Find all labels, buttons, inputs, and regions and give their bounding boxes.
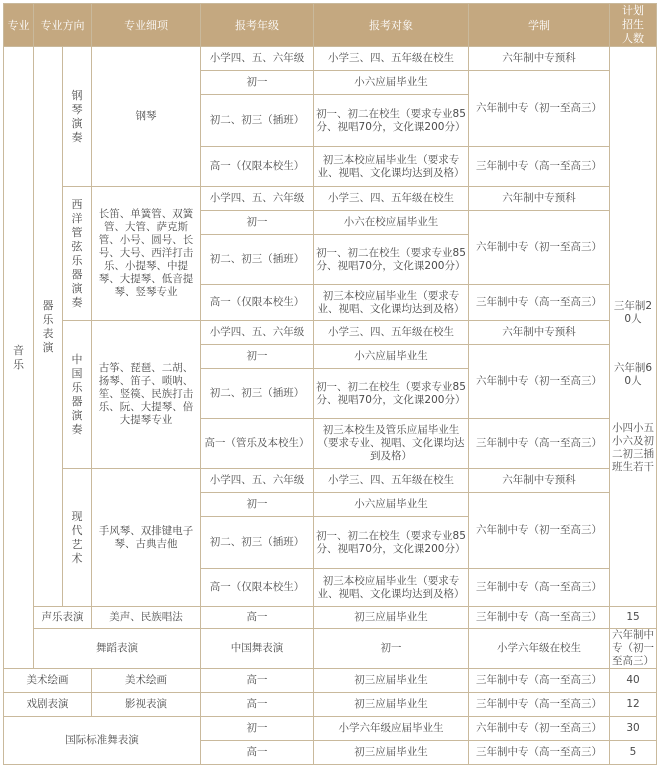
target-cell: 初三应届毕业生 <box>314 741 469 765</box>
sub-direction-cell: 西洋管弦乐器演奏 <box>63 187 92 321</box>
system-cell: 三年制中专（高一至高三） <box>469 669 610 693</box>
target-cell: 小学六年级应届毕业生 <box>314 717 469 741</box>
system-cell: 三年制中专（高一至高三） <box>469 419 610 469</box>
system-cell: 六年制中专（初一至高三） <box>469 71 610 147</box>
target-cell: 小学三、四、五年级在校生 <box>314 47 469 71</box>
enrollment-table <box>3 3 657 765</box>
table-row <box>4 187 657 211</box>
table-row <box>4 629 657 669</box>
target-cell: 初三本校应届毕业生（要求专业、视唱、文化课均达到及格） <box>314 569 469 607</box>
target-cell: 小学三、四、五年级在校生 <box>314 321 469 345</box>
grade-cell: 初一 <box>201 493 314 517</box>
target-cell: 初一、初二在校生（要求专业85分、视唱70分，文化课200分） <box>314 369 469 419</box>
system-cell: 三年制中专（高一至高三） <box>469 147 610 187</box>
grade-cell: 高一（管乐及本校生） <box>201 419 314 469</box>
grade-cell: 高一 <box>201 607 314 629</box>
major-cell: 音乐 <box>4 47 34 669</box>
count-cell: 12 <box>610 693 657 717</box>
count-three-year: 三年制20人 <box>613 299 653 325</box>
table-row <box>4 717 657 741</box>
target-cell: 初一、初二在校生（要求专业85分、视唱70分，文化课200分） <box>314 235 469 285</box>
grade-cell: 初一 <box>314 629 469 669</box>
table-row <box>4 321 657 345</box>
sub-direction-cell: 中国乐器演奏 <box>63 321 92 469</box>
target-cell: 初一、初二在校生（要求专业85分、视唱70分，文化课200分） <box>314 517 469 569</box>
item-cell: 长笛、单簧管、双簧管、大管、萨克斯管、小号、圆号、长号、大号、西洋打击乐、小提琴、中提琴、大提琴、低音提琴、竖琴专业 <box>92 187 201 321</box>
table-row <box>4 669 657 693</box>
grade-cell: 小学四、五、六年级 <box>201 47 314 71</box>
major-name: 国际标准舞表演 <box>4 717 201 765</box>
item-cell: 古筝、琵琶、二胡、扬琴、笛子、唢呐、笙、竖篌、民族打击乐、阮、大提琴、倍大提琴专业 <box>92 321 201 469</box>
system-cell: 六年制中专预科 <box>469 47 610 71</box>
grade-cell: 高一（仅限本校生） <box>201 147 314 187</box>
target-cell: 初三本校生及管乐应届毕业生（要求专业、视唱、文化课均达到及格） <box>314 419 469 469</box>
system-cell: 六年制中专（初一至高三） <box>469 211 610 285</box>
target-cell: 小学三、四、五年级在校生 <box>314 469 469 493</box>
count-cell: 15 <box>610 607 657 629</box>
grade-cell: 初一 <box>201 71 314 95</box>
system-cell: 三年制中专（高一至高三） <box>469 285 610 321</box>
grade-cell: 初二、初三（插班） <box>201 369 314 419</box>
grade-cell: 高一（仅限本校生） <box>201 569 314 607</box>
system-cell: 三年制中专（高一至高三） <box>469 569 610 607</box>
grade-cell: 高一（仅限本校生） <box>201 285 314 321</box>
system-cell: 六年制中专（初一至高三） <box>610 629 657 669</box>
count-cell: 40 <box>610 669 657 693</box>
sub-direction-cell: 现代艺术 <box>63 469 92 607</box>
item-cell: 美术绘画 <box>92 669 201 693</box>
count-cell: 30 <box>610 717 657 741</box>
header-major: 专业 <box>4 4 34 47</box>
grade-cell: 高一 <box>201 693 314 717</box>
grade-cell: 初二、初三（插班） <box>201 235 314 285</box>
count-prep: 小四小五小六及初二初三插班生若干 <box>612 421 654 473</box>
table-header-row <box>4 4 657 47</box>
item-cell: 美声、民族唱法 <box>92 607 201 629</box>
count-cell: 5 <box>610 741 657 765</box>
major-name: 美术绘画 <box>4 669 92 693</box>
count-six-year: 六年制60人 <box>613 361 653 387</box>
table-row <box>4 607 657 629</box>
system-cell: 六年制中专预科 <box>469 187 610 211</box>
major-name: 舞蹈表演 <box>34 629 201 669</box>
grade-cell: 初一 <box>201 717 314 741</box>
grade-cell: 小学四、五、六年级 <box>201 469 314 493</box>
system-cell: 三年制中专（高一至高三） <box>469 741 610 765</box>
item-cell: 钢琴 <box>92 47 201 187</box>
target-cell: 小六应届毕业生 <box>314 345 469 369</box>
target-cell: 初一、初二在校生（要求专业85分、视唱70分，文化课200分） <box>314 95 469 147</box>
system-cell: 六年制中专预科 <box>469 321 610 345</box>
item-cell: 手风琴、双排键电子琴、古典吉他 <box>92 469 201 607</box>
target-cell: 小六在校应届毕业生 <box>314 211 469 235</box>
target-cell: 小学三、四、五年级在校生 <box>314 187 469 211</box>
grade-cell: 高一 <box>201 741 314 765</box>
grade-cell: 高一 <box>201 669 314 693</box>
table-row <box>4 469 657 493</box>
target-cell: 初三应届毕业生 <box>314 693 469 717</box>
system-cell: 六年制中专（初一至高三） <box>469 345 610 419</box>
target-cell: 小学六年级在校生 <box>469 629 610 669</box>
target-cell: 初三应届毕业生 <box>314 669 469 693</box>
grade-cell: 初一 <box>201 345 314 369</box>
header-item: 专业细项 <box>92 4 201 47</box>
header-system: 学制 <box>469 4 610 47</box>
grade-cell: 初二、初三（插班） <box>201 517 314 569</box>
grade-cell: 小学四、五、六年级 <box>201 321 314 345</box>
system-cell: 六年制中专预科 <box>469 469 610 493</box>
header-direction: 专业方向 <box>34 4 92 47</box>
table-row <box>4 47 657 71</box>
item-cell: 影视表演 <box>92 693 201 717</box>
system-cell: 六年制中专（初一至高三） <box>469 717 610 741</box>
grade-cell: 小学四、五、六年级 <box>201 187 314 211</box>
major-name: 戏剧表演 <box>4 693 92 717</box>
grade-cell: 初二、初三（插班） <box>201 95 314 147</box>
table-row <box>4 693 657 717</box>
count-cell-instrument <box>610 47 657 607</box>
target-cell: 初三应届毕业生 <box>314 607 469 629</box>
direction-cell: 器乐表演 <box>34 47 63 607</box>
target-cell: 初三本校应届毕业生（要求专业、视唱、文化课均达到及格） <box>314 285 469 321</box>
header-grade: 报考年级 <box>201 4 314 47</box>
grade-cell: 初一 <box>201 211 314 235</box>
system-cell: 三年制中专（高一至高三） <box>469 693 610 717</box>
header-count: 计划招生人数 <box>610 4 657 47</box>
target-cell: 小六应届毕业生 <box>314 493 469 517</box>
item-cell: 中国舞表演 <box>201 629 314 669</box>
vocal-direction: 声乐表演 <box>34 607 92 629</box>
sub-direction-cell: 钢琴演奏 <box>63 47 92 187</box>
target-cell: 初三本校应届毕业生（要求专业、视唱、文化课均达到及格） <box>314 147 469 187</box>
system-cell: 三年制中专（高一至高三） <box>469 607 610 629</box>
target-cell: 小六应届毕业生 <box>314 71 469 95</box>
system-cell: 六年制中专（初一至高三） <box>469 493 610 569</box>
header-target: 报考对象 <box>314 4 469 47</box>
